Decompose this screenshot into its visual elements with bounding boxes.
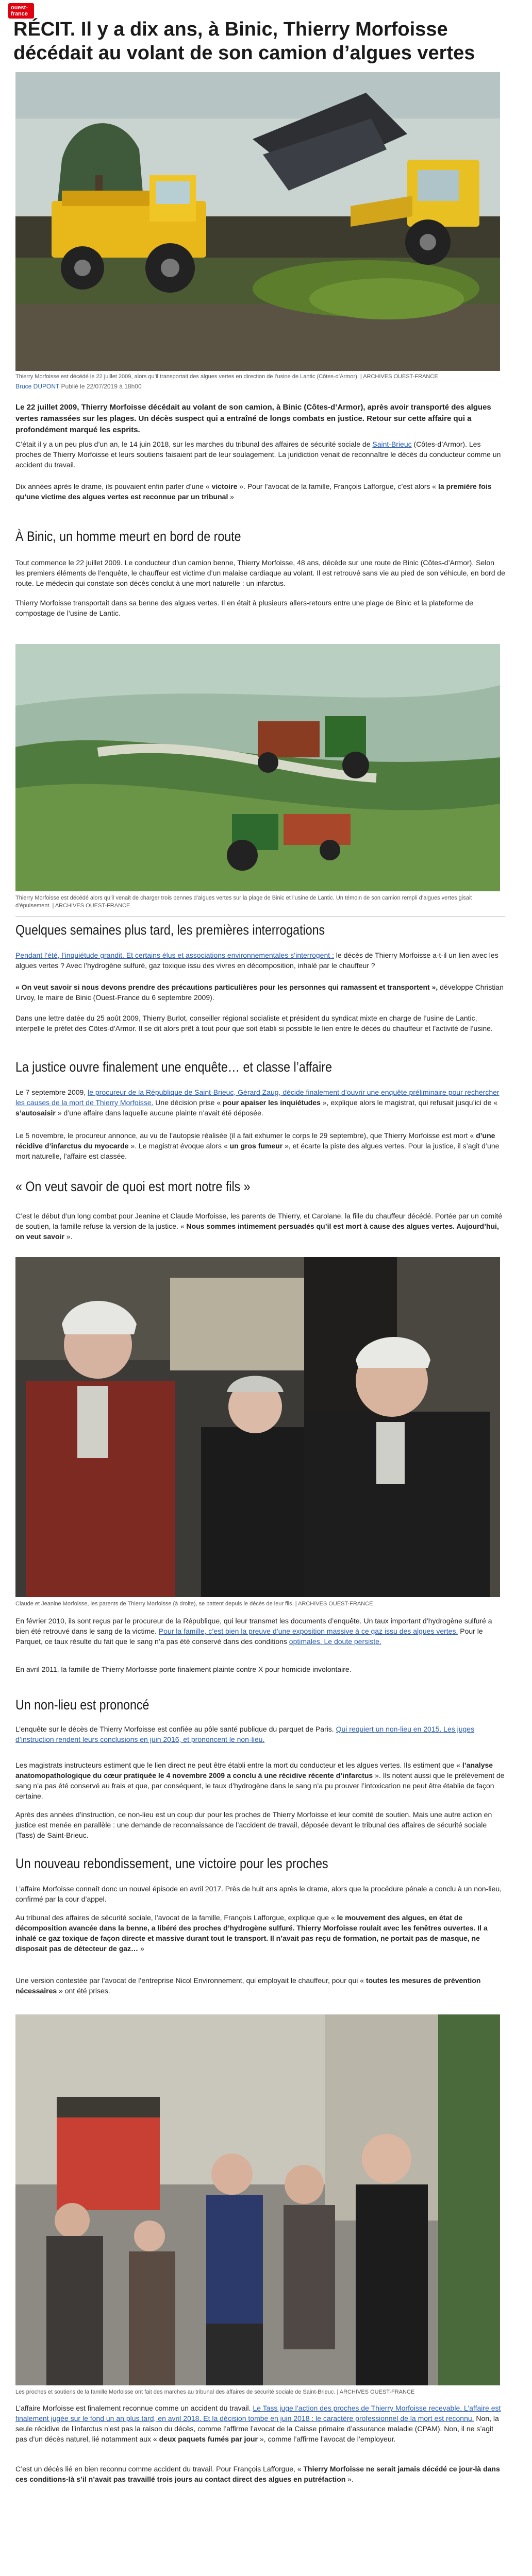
article-meta	[15, 383, 479, 390]
saint-brieuc-link[interactable]: Saint-Brieuc	[372, 440, 412, 448]
author-name[interactable]: Bruce DUPONT	[15, 383, 60, 390]
section5-paragraph-2	[15, 1760, 505, 1801]
section2-divider	[15, 916, 505, 917]
section3-p1-text: Le 7 septembre 2009,	[15, 1088, 88, 1096]
section6-p3-bold: toutes les mesures de prévention nécessaires	[15, 1976, 481, 1995]
section6-paragraph-4	[15, 2403, 505, 2444]
section6-p4-text: L’affaire Morfoisse est finalement reconnue comme un accident du travail.	[15, 2404, 253, 2412]
section5-p2-bold: l’analyse anatomopathologique du cœur pratiquée le 4 novembre 2009 a conclu à une récidive récente d’infarctus	[15, 1761, 493, 1780]
intro-lead: Le 22 juillet 2009, Thierry Morfoisse décédait au volant de son camion, à Binic (Côtes-d’Armor), après avoir transporté des algues vertes ramassées sur les plages. Un décès suspect qui a entraîné de longs combats en justice. Retour sur cette affaire qui a profondément marqué les esprits.	[15, 403, 491, 434]
section2-paragraph-3: Dans une lettre datée du 25 août 2009, Thierry Burlot, conseiller régional socialiste et président du syndicat mixte en charge de l’usine de Lantic, interpelle le préfet des Côtes-d’Armor. Il se dit alors prêt à tout pour que soit établi si possible le lien entre le décès du chauffeur et l’activité de l’usine.	[15, 1014, 493, 1032]
logo-text: ouest-france	[8, 3, 34, 19]
section2-paragraph-1	[15, 950, 505, 971]
section5-p2-text: Les magistrats instructeurs estiment que le lien direct ne peut être établi entre la mort du conducteur et les algues vertes. Ils estiment que «	[15, 1761, 462, 1769]
intro-p2-bold-2: la première fois qu’une victime des algues vertes est reconnue par un tribunal	[15, 482, 492, 501]
section2-p1-rest: le décès de Thierry Morfoisse a-t-il un lien avec les algues vertes ? Avec l’hydrogène sulfuré, gaz toxique issu des vivres en décomposition, inhalé par le chauffeur ?	[15, 951, 498, 970]
procureur-link[interactable]: le procureur de la République de Saint-Brieuc, Gérard Zaug, décide finalement d’ouvrir une enquête préliminaire pour rechercher les causes de la mort de Thierry Morfoisse.	[15, 1088, 500, 1107]
publish-date: Publié le 22/07/2019 à 18h00	[61, 383, 142, 390]
photo1-caption: Thierry Morfoisse est décédé le 22 juillet 2009, alors qu’il transportait des algues vertes en direction de l’usine de Lantic (Côtes-d’Armor). | ARCHIVES OUEST-FRANCE	[15, 374, 438, 380]
intro-p1-text: C’était il y a un peu plus d’un an, le 14 juin 2018, sur les marches du tribunal des affaires de sécurité sociale de	[15, 440, 373, 448]
section3-p1-end: » d’une affaire dans laquelle aucune plainte n’avait été déposée.	[55, 1109, 263, 1117]
section6-p4-end: », comme l’affirme l’avocat de l’employeur.	[258, 2435, 396, 2443]
photo-parents	[15, 1257, 500, 1597]
section6-paragraph-2	[15, 1912, 505, 1954]
intro-p2-end: »	[228, 493, 235, 501]
section2-quote: « On veut savoir si nous devons prendre des précautions particulières pour les personnes qui ramassent et transportent »,	[15, 983, 438, 991]
intro-p2-bold-1: victoire	[211, 482, 238, 490]
section4-p1-end: ».	[64, 1232, 73, 1241]
section4-p1-text: C’est le début d’un long combat pour Jeanine et Claude Morfoisse, les parents de Thierry, et Carolane, la fille du chauffeur décédé. Portée par un comité de soutien, la famille refuse la version de la justice. «	[15, 1212, 502, 1230]
section4-p2-text: En février 2010, ils sont reçus par le procureur de la République, qui leur transmet les documents d’enquête. Un taux important d’hydrogène sulfuré a bien été retrouvé dans le sang de la victime.	[15, 1617, 492, 1635]
section4-p2-mid: Pour le Parquet, ce taux résulte du fait que le sang n’a pas été conservé dans des conditions	[15, 1627, 483, 1646]
section1-heading: À Binic, un homme meurt en bord de route	[15, 529, 241, 544]
intro-p2-text: Dix années après le drame, ils pouvaient enfin parler d’une «	[15, 482, 212, 490]
section3-p1-mid: Une décision prise «	[153, 1098, 223, 1107]
photo-tribunal-steps	[15, 2014, 500, 2385]
photo2-caption: Thierry Morfoisse est décédé alors qu’il venait de charger trois bennes d’algues vertes sur la plage de Binic et l’usine de Lantic. Un témoin de son camion rempli d’algues vertes gisait d’épuisement. | ARCHIVES OUEST-FRANCE	[15, 895, 472, 909]
doute-link[interactable]: optimales. Le doute persiste.	[289, 1637, 381, 1646]
tass-link[interactable]: Le Tass juge l’action des proches de Thierry Morfoisse recevable. L’affaire est finalement jugée sur le fond un an plus tard, en avril 2018. Et la décision tombe en juin 2018 : le caractère professionnel de la mort est reconnu.	[15, 2404, 501, 2422]
intro-paragraph-1	[15, 439, 505, 470]
section2-heading: Quelques semaines plus tard, les premières interrogations	[15, 922, 325, 938]
parents-illustration	[15, 1257, 500, 1597]
section3-paragraph-1	[15, 1087, 505, 1118]
ouest-france-logo[interactable]	[8, 3, 34, 16]
section6-p4-mid: Non, la seule récidive de l’infarctus n’est pas la raison du décès, comme l’affirme l’avocat de la Caisse primaire d’assurance maladie (CPAM). Non, il ne s’agit pas d’un décès naturel, lié notamment aux «	[15, 2414, 499, 2443]
section6-paragraph-3	[15, 1975, 505, 1996]
section3-p1-mid-2: », explique alors le magistrat, qui refusait jusqu’ici de «	[320, 1098, 498, 1107]
section6-paragraph-1: L’affaire Morfoisse connaît donc un nouvel épisode en avril 2017. Près de huit ans après le drame, alors que la procédure pénale a conclu à un non-lieu, confirmé par la cour d’appel.	[15, 1885, 502, 1903]
section3-p2-bold-2: un gros fumeur	[229, 1142, 283, 1150]
intro-p1-rest: (Côtes-d’Armor). Les proches de Thierry Morfoisse et leurs soutiens faisaient part de leur soulagement. La juridiction venait de reconnaître le décès du conducteur comme un accident du travail.	[15, 440, 501, 469]
non-lieu-link[interactable]: Qui requiert un non-lieu en 2015. Les juges d’instruction rendent leurs conclusions en juin 2016, et prononcent le non-lieu.	[15, 1725, 475, 1743]
section2-p2-rest: développe Christian Urvoy, le maire de Binic (Ouest-France du 6 septembre 2009).	[15, 983, 504, 1002]
section5-paragraph-1	[15, 1724, 505, 1744]
section4-heading: « On veut savoir de quoi est mort notre fils »	[15, 1179, 251, 1194]
section1-paragraph-1: Tout commence le 22 juillet 2009. Le conducteur d’un camion benne, Thierry Morfoisse, 48 ans, décède sur une route de Binic (Côtes-d’Armor). Selon les premiers éléments de l’enquête, le chauffeur est victime d’un malaise cardiaque au volant. Il est retrouvé sans vie au pied de son véhicule, en bord de route. Le médecin qui constate son décès conclut à une mort naturelle : un infarctus.	[15, 558, 505, 587]
section6-heading: Un nouveau rebondissement, une victoire pour les proches	[15, 1856, 328, 1871]
intro-paragraph-2	[15, 481, 505, 502]
section6-p5-end: ».	[345, 2475, 354, 2483]
tractors-illustration	[15, 72, 500, 371]
section4-paragraph-3: En avril 2011, la famille de Thierry Morfoisse porte finalement plainte contre X pour homicide involontaire.	[15, 1665, 352, 1673]
section2-paragraph-2	[15, 982, 505, 1003]
section3-p2-text: Le 5 novembre, le procureur annonce, au vu de l’autopsie réalisée (il a fait exhumer le corps le 29 septembre), que Thierry Morfoisse est mort «	[15, 1131, 476, 1140]
section6-p5-bold: Thierry Morfoisse ne serait jamais décédé ce jour-là dans ces conditions-là s’il n’avait pas travaillé trois jours au contact direct des algues en putréfaction	[15, 2465, 500, 2483]
section6-p5-text: C’est un décès lié en bien reconnu comme accident du travail. Pour François Lafforgue, «	[15, 2465, 304, 2473]
section3-heading: La justice ouvre finalement une enquête… et classe l’affaire	[15, 1059, 332, 1075]
section6-p2-bold: le mouvement des algues, en état de décomposition avancée dans la benne, a libéré des proches d’hydrogène sulfuré. Thierry Morfoisse roulait avec les fenêtres ouvertes. Il a inhalé ce gaz toxique de façon directe et massive durant tout le transport. Il n’avait pas reçu de formation, ne portait pas de masque, ne disposait pas de détecteur de gaz…	[15, 1913, 488, 1953]
photo-tractors-algae	[15, 72, 500, 371]
section4-paragraph-1	[15, 1211, 505, 1242]
section3-p1-bold-1: pour apaiser les inquiétudes	[223, 1098, 321, 1107]
section5-p2-end: ». Ils notent aussi que le prélèvement de sang n’a pas été conservé au frais et que, par conséquent, le taux d’hydrogène dans le sang n’a pu prouver l’intoxication ne peut être établie de façon certaine.	[15, 1771, 505, 1800]
section3-p2-bold-1: d’une récidive d’infarctus du myocarde	[15, 1131, 495, 1150]
section3-p1-bold-2: s’autosaisir	[15, 1109, 56, 1117]
section6-p3-end: » ont été prises.	[57, 1987, 110, 1995]
section3-paragraph-2	[15, 1130, 505, 1161]
photo4-caption: Les proches et soutiens de la famille Morfoisse ont fait des marches au tribunal des affaires de sécurité sociale de Saint-Brieuc. | ARCHIVES OUEST-FRANCE	[15, 2389, 415, 2395]
tribunal-illustration	[15, 2014, 500, 2385]
beach-illustration	[15, 644, 500, 891]
interrogations-link[interactable]: Pendant l’été, l’inquiétude grandit. Et certains élus et associations environnementales s’interrogent :	[15, 951, 334, 959]
photo-tractor-beach	[15, 644, 500, 891]
section6-p3-text: Une version contestée par l’avocat de l’entreprise Nicol Environnement, qui employait le chauffeur, pour qui «	[15, 1976, 366, 1985]
section1-paragraph-2: Thierry Morfoisse transportait dans sa benne des algues vertes. Il en était à plusieurs allers-retours entre une plage de Binic et la plateforme de compostage de l’usine de Lantic.	[15, 599, 473, 617]
section5-p1-text: L’enquête sur le décès de Thierry Morfoisse est confiée au pôle santé publique du parquet de Paris.	[15, 1725, 336, 1733]
section3-p2-mid: ». Le magistrat évoque alors «	[128, 1142, 230, 1150]
section3-p2-end: », et écarte la piste des algues vertes. Pour la justice, il s’agit d’une mort naturelle, l’affaire est classée.	[15, 1142, 500, 1160]
famille-preuve-link[interactable]: Pour la famille, c’est bien la preuve d’une exposition massive à ce gaz issu des algues vertes.	[158, 1627, 458, 1635]
section6-paragraph-5	[15, 2464, 505, 2484]
section4-quote: Nous sommes intimement persuadés qu’il est mort à cause des algues vertes. Aujourd’hui, on veut savoir	[15, 1222, 499, 1241]
section6-p2-end: »	[138, 1944, 144, 1953]
photo3-caption: Claude et Jeanine Morfoisse, les parents de Thierry Morfoisse (à droite), se battent depuis le décès de leur fils. | ARCHIVES OUEST-FRANCE	[15, 1601, 373, 1607]
section6-p2-text: Au tribunal des affaires de sécurité sociale, l’avocat de la famille, François Lafforgue, explique que «	[15, 1913, 337, 1922]
section6-p4-bold: deux paquets fumés par jour	[159, 2435, 258, 2443]
section5-paragraph-3: Après des années d’instruction, ce non-lieu est un coup dur pour les proches de Thierry Morfoisse et leur comité de soutien. Mais une autre action en justice est menée en parallèle : une demande de reconnaissance de l’accident de travail, déposée devant le tribunal des affaires de sécurité sociale (Tass) de Saint-Brieuc.	[15, 1810, 492, 1839]
article-title: RÉCIT. Il y a dix ans, à Binic, Thierry Morfoisse décédait au volant de son camion d’algues vertes	[13, 19, 475, 64]
section5-heading: Un non-lieu est prononcé	[15, 1697, 149, 1713]
section4-paragraph-2	[15, 1616, 505, 1647]
intro-p2-mid: ». Pour l’avocat de la famille, François Lafforgue, c’est alors «	[237, 482, 438, 490]
